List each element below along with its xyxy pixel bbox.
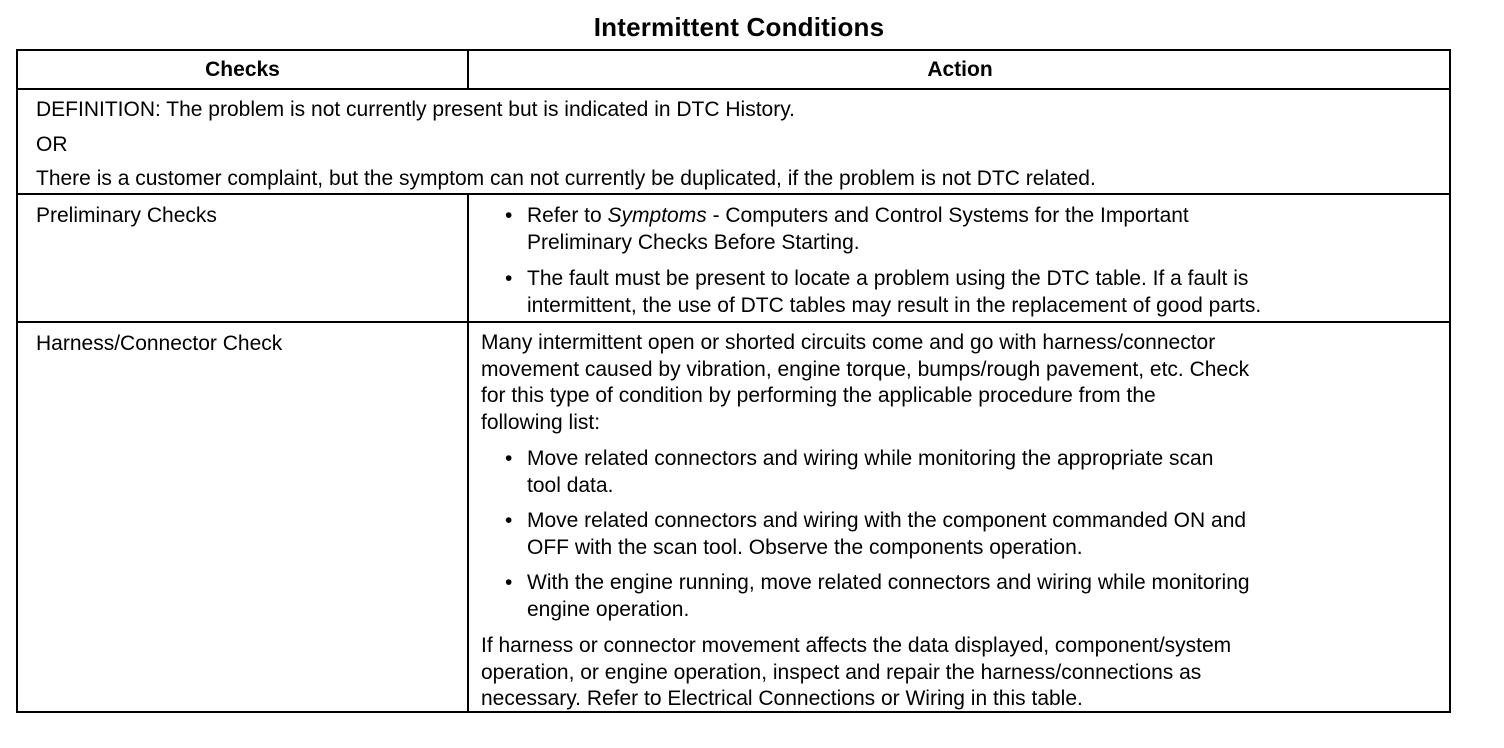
definition-line: There is a customer complaint, but the symptom can not currently be duplicated, if the problem is not DTC related.	[36, 167, 1096, 190]
column-header-action: Action	[927, 58, 993, 81]
text-line: following list:	[481, 410, 601, 434]
text-line: operation, or engine operation, inspect and repair the harness/connections as	[481, 660, 1202, 684]
symptoms-reference: Symptoms	[607, 204, 707, 227]
text-line: OFF with the scan tool. Observe the components operation.	[527, 535, 1083, 559]
row-rule	[18, 193, 1449, 195]
bullet-icon: •	[505, 571, 513, 594]
text-line: movement caused by vibration, engine torque, bumps/rough pavement, etc. Check	[481, 357, 1250, 381]
page-title: Intermittent Conditions	[593, 12, 885, 42]
list-item	[481, 202, 1431, 256]
list-item	[481, 508, 1431, 561]
check-label: Preliminary Checks	[36, 204, 217, 227]
text-line: Move related connectors and wiring with the component commanded ON and	[527, 509, 1247, 532]
text-line: With the engine running, move related connectors and wiring while monitoring	[527, 571, 1250, 594]
bullet-icon: •	[505, 447, 513, 470]
text-line: Preliminary Checks Before Starting.	[527, 231, 860, 254]
definition-line: DEFINITION: The problem is not currently present but is indicated in DTC History.	[36, 98, 795, 121]
text-line: If harness or connector movement affects the data displayed, component/system	[481, 634, 1232, 657]
text-line: tool data.	[527, 473, 614, 497]
text-run: - Computers and Control Systems for the Important	[706, 204, 1189, 227]
text-run: Refer to	[527, 204, 608, 227]
column-header-checks: Checks	[205, 58, 280, 81]
outro-paragraph	[481, 633, 1431, 713]
definition-or: OR	[36, 133, 68, 156]
bullet-icon: •	[505, 509, 513, 532]
text-line: engine operation.	[527, 597, 690, 621]
header-rule	[18, 88, 1449, 90]
check-label: Harness/Connector Check	[36, 332, 283, 355]
action-cell	[481, 330, 1431, 713]
list-item	[481, 570, 1431, 623]
action-cell	[481, 202, 1431, 319]
text-line: The fault must be present to locate a problem using the DTC table. If a fault is	[527, 267, 1249, 290]
bullet-icon: •	[505, 267, 513, 290]
column-divider	[467, 193, 469, 713]
text-line: intermittent, the use of DTC tables may result in the replacement of good parts.	[527, 294, 1262, 317]
text-line: necessary. Refer to Electrical Connections or Wiring in this table.	[481, 687, 1083, 710]
text-line: for this type of condition by performing the applicable procedure from the	[481, 384, 1156, 407]
intermittent-conditions-table	[16, 49, 1451, 713]
list-item	[481, 446, 1431, 499]
header-divider	[467, 51, 469, 88]
bullet-icon: •	[505, 204, 513, 227]
list-item	[481, 265, 1431, 319]
text-line: Many intermittent open or shorted circuits come and go with harness/connector	[481, 331, 1216, 354]
text-line: Move related connectors and wiring while monitoring the appropriate scan	[527, 447, 1214, 470]
row-rule	[18, 321, 1449, 323]
